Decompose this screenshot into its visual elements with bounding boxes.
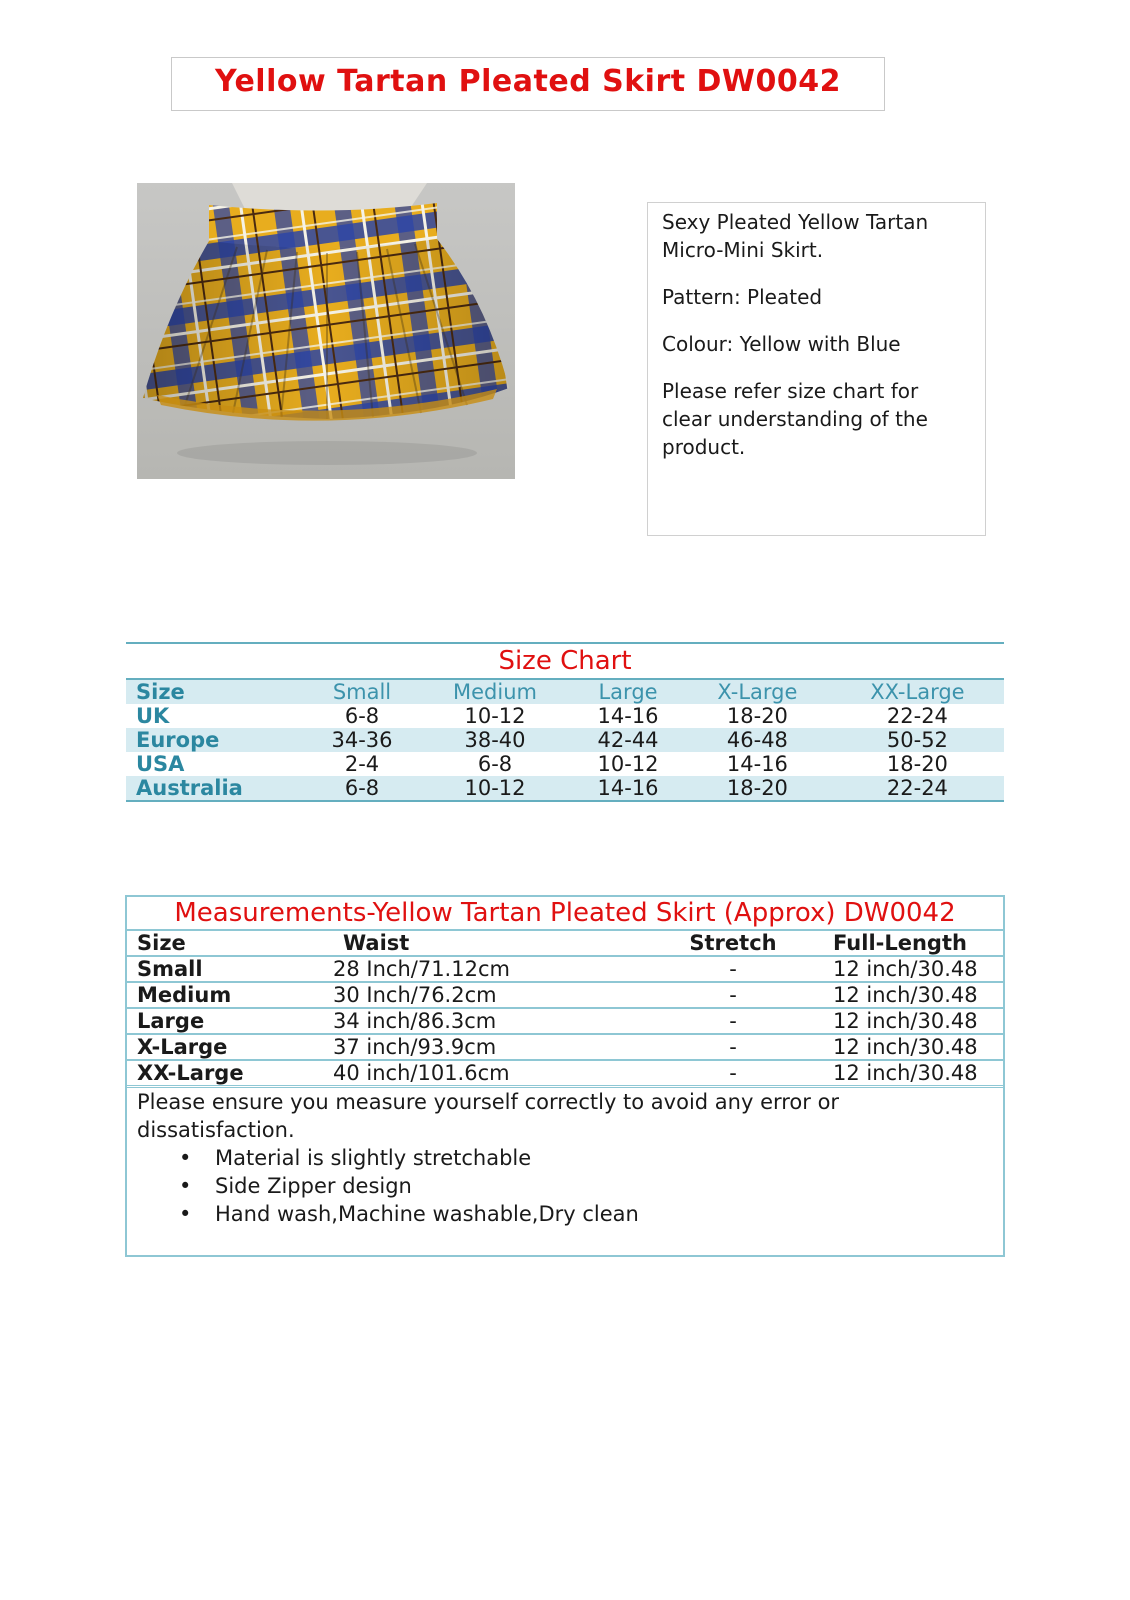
- table-cell: 34 inch/86.3cm: [333, 1008, 633, 1034]
- table-cell: 12 inch/30.48: [833, 1008, 1003, 1034]
- table-row: [127, 931, 1003, 956]
- size-chart: [126, 642, 1004, 802]
- table-cell: -: [633, 982, 833, 1008]
- table-row: [127, 982, 1003, 1008]
- features-list: [137, 1144, 993, 1228]
- table-cell: 14-16: [597, 704, 659, 728]
- table-cell: Large: [572, 680, 684, 704]
- table-cell: Waist: [333, 931, 633, 956]
- size-chart-title: Size Chart: [126, 642, 1004, 680]
- description-note: Please refer size chart for clear understanding of the product.: [662, 379, 928, 459]
- measurements-note-section: [127, 1088, 1003, 1228]
- table-cell: 37 inch/93.9cm: [333, 1034, 633, 1060]
- table-cell: Small: [306, 680, 418, 704]
- table-cell: Small: [127, 956, 333, 982]
- table-cell: Stretch: [633, 931, 833, 956]
- table-row: [127, 1008, 1003, 1034]
- table-cell: 14-16: [572, 776, 684, 801]
- table-cell: 12 inch/30.48: [833, 982, 1003, 1008]
- page-title: Yellow Tartan Pleated Skirt DW0042: [214, 63, 842, 99]
- table-row: [126, 704, 1004, 728]
- table-cell: 42-44: [572, 728, 684, 752]
- table-cell: 6-8: [306, 776, 418, 801]
- table-row: [127, 1034, 1003, 1060]
- table-cell: 28 Inch/71.12cm: [333, 956, 633, 982]
- table-cell: 12 inch/30.48: [833, 1034, 1003, 1060]
- title-box: [171, 57, 885, 111]
- list-item: • Side Zipper design: [215, 1172, 993, 1200]
- measurements-title: Measurements-Yellow Tartan Pleated Skirt (Approx) DW0042: [127, 897, 1003, 931]
- table-cell: 18-20: [886, 752, 948, 776]
- measurements-note: Please ensure you measure yourself correctly to avoid any error or dissatisfaction.: [137, 1090, 840, 1142]
- table-cell: X-Large: [127, 1034, 333, 1060]
- table-cell: UK: [136, 704, 170, 728]
- table-cell: 14-16: [726, 752, 788, 776]
- skirt-photo-icon: [137, 183, 515, 479]
- table-cell: 6-8: [344, 704, 380, 728]
- table-cell: Europe: [126, 728, 306, 752]
- table-cell: 18-20: [684, 776, 831, 801]
- size-chart-table: [126, 680, 1004, 802]
- table-cell: 2-4: [344, 752, 380, 776]
- description-box: [647, 202, 986, 536]
- table-cell: USA: [136, 752, 185, 776]
- table-cell: XX-Large: [127, 1060, 333, 1087]
- table-cell: 22-24: [831, 776, 1004, 801]
- product-image: [137, 183, 515, 479]
- table-row: [126, 680, 1004, 704]
- table-cell: -: [633, 956, 833, 982]
- table-row: [126, 728, 1004, 752]
- description-colour: Colour: Yellow with Blue: [662, 332, 901, 356]
- table-cell: 12 inch/30.48: [833, 956, 1003, 982]
- table-cell: Medium: [127, 982, 333, 1008]
- table-cell: 6-8: [477, 752, 513, 776]
- list-item: • Hand wash,Machine washable,Dry clean: [215, 1200, 993, 1228]
- table-cell: 30 Inch/76.2cm: [333, 982, 633, 1008]
- table-cell: 12 inch/30.48: [833, 1060, 1003, 1087]
- table-cell: 10-12: [597, 752, 659, 776]
- list-item: • Material is slightly stretchable: [215, 1144, 993, 1172]
- table-cell: 10-12: [464, 704, 526, 728]
- table-row: [127, 1060, 1003, 1087]
- table-row: [127, 956, 1003, 982]
- table-cell: Large: [127, 1008, 333, 1034]
- table-cell: 46-48: [684, 728, 831, 752]
- table-cell: Size: [126, 680, 306, 704]
- description-intro: Sexy Pleated Yellow Tartan Micro-Mini Skirt.: [662, 210, 929, 262]
- table-cell: Australia: [126, 776, 306, 801]
- table-cell: XX-Large: [831, 680, 1004, 704]
- table-cell: Full-Length: [833, 931, 1003, 956]
- table-cell: -: [633, 1034, 833, 1060]
- table-cell: -: [633, 1060, 833, 1087]
- table-cell: 38-40: [418, 728, 572, 752]
- table-cell: 40 inch/101.6cm: [333, 1060, 633, 1087]
- table-cell: Medium: [418, 680, 572, 704]
- table-row: [126, 776, 1004, 801]
- table-row: [126, 752, 1004, 776]
- table-cell: Size: [127, 931, 333, 956]
- table-cell: 10-12: [418, 776, 572, 801]
- measurements-box: [125, 895, 1005, 1257]
- description-pattern: Pattern: Pleated: [662, 285, 823, 309]
- measurements-table: [127, 931, 1003, 1088]
- table-cell: 18-20: [726, 704, 788, 728]
- table-cell: 22-24: [886, 704, 948, 728]
- table-cell: -: [633, 1008, 833, 1034]
- table-cell: X-Large: [684, 680, 831, 704]
- table-cell: 34-36: [306, 728, 418, 752]
- table-cell: 50-52: [831, 728, 1004, 752]
